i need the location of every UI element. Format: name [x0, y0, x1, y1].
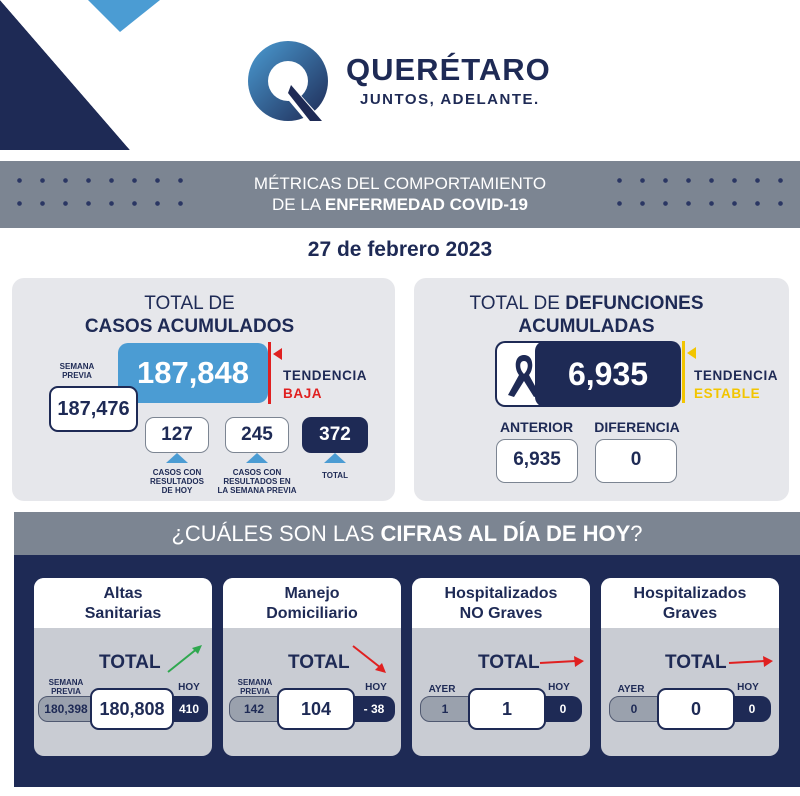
metric-right-label: HOY [548, 682, 570, 693]
dot-pattern-right [608, 169, 798, 221]
week-caption-3: LA SEMANA PREVIA [217, 486, 297, 495]
metric-card-hosp-graves [601, 578, 779, 756]
prev-week-label-2: PREVIA [62, 371, 92, 380]
metric-left-label [237, 678, 273, 696]
header-decorative-shape [0, 0, 170, 150]
metric-card-manejo [223, 578, 401, 756]
metric-card-altas [34, 578, 212, 756]
metric-left-value: 1 [420, 696, 470, 722]
banner-line-2 [200, 194, 600, 215]
week-results-caption [207, 468, 307, 495]
deaths-trend-value: ESTABLE [694, 386, 761, 401]
cases-trend-value: BAJA [283, 386, 323, 401]
cases-trend-flag [273, 348, 282, 360]
deaths-trend-bar [682, 341, 685, 403]
deaths-title-prefix: TOTAL DE [469, 293, 566, 314]
metric-center-value: 104 [277, 688, 355, 730]
question-bold: CIFRAS AL DÍA DE HOY [380, 521, 631, 546]
metric-title-line-1: Altas [103, 585, 143, 602]
metric-total-label: TOTAL [288, 652, 350, 673]
metric-center-value: 1 [468, 688, 546, 730]
sum-total-pointer [324, 453, 346, 463]
prev-week-label [52, 362, 102, 380]
deaths-diff-label: DIFERENCIA [594, 419, 680, 435]
question-prefix: ¿CUÁLES SON LAS [171, 521, 381, 546]
cases-title-line-1: TOTAL DE [144, 293, 235, 314]
metric-title-line-2: Domiciliario [266, 605, 358, 622]
today-results-count: 127 [145, 417, 209, 453]
today-caption-3: DE HOY [161, 486, 193, 495]
metric-title-line-1: Hospitalizados [633, 585, 747, 602]
deaths-prev-value: 6,935 [496, 439, 578, 483]
metric-total-label: TOTAL [665, 652, 727, 673]
metric-left-label: AYER [428, 684, 456, 695]
deaths-diff-value: 0 [595, 439, 677, 483]
metric-title-line-1: Manejo [284, 585, 340, 602]
metric-title-line-2: Graves [662, 605, 718, 622]
metric-right-label: HOY [178, 682, 200, 693]
metric-right-value: 0 [544, 696, 582, 722]
metric-title-line-2: Sanitarias [84, 605, 162, 622]
deaths-trend-flag [687, 347, 696, 359]
metric-title-line-2: NO Graves [459, 605, 543, 622]
deaths-card [414, 278, 789, 501]
metric-title [412, 584, 590, 624]
today-caption-2: RESULTADOS [150, 477, 204, 486]
question-suffix: ? [630, 521, 643, 546]
left-label-2: PREVIA [51, 687, 81, 696]
metric-left-label [48, 678, 84, 696]
metric-center-value: 0 [657, 688, 735, 730]
metric-left-label: AYER [617, 684, 645, 695]
week-results-count: 245 [225, 417, 289, 453]
metric-right-label: HOY [737, 682, 759, 693]
prev-week-label-1: SEMANA [59, 362, 95, 371]
metric-right-value: - 38 [353, 696, 395, 722]
today-results-pointer [166, 453, 188, 463]
trend-up-arrow-icon [164, 642, 206, 676]
banner-line-1: MÉTRICAS DEL COMPORTAMIENTO [253, 174, 547, 193]
today-caption-1: CASOS CON [152, 468, 202, 477]
cases-card [12, 278, 395, 501]
cases-trend-bar [268, 342, 271, 404]
deaths-total: 6,935 [535, 341, 681, 407]
metric-title [601, 584, 779, 624]
brand-name: QUERÉTARO [346, 52, 551, 87]
cases-prev-week-total: 187,476 [49, 386, 138, 432]
week-caption-1: CASOS CON [232, 468, 282, 477]
metric-total-label: TOTAL [99, 652, 161, 673]
today-question-banner [14, 512, 800, 555]
metric-right-value: 410 [170, 696, 208, 722]
sum-total-caption: TOTAL [322, 471, 348, 480]
trend-down-arrow-icon [349, 642, 391, 676]
metric-title [34, 584, 212, 624]
brand-tagline: JUNTOS, ADELANTE. [360, 91, 540, 108]
cases-trend-label: TENDENCIA [283, 368, 368, 383]
report-date: 27 de febrero 2023 [307, 238, 493, 261]
metric-title [223, 584, 401, 624]
week-caption-2: RESULTADOS EN [223, 477, 291, 486]
metric-total-label: TOTAL [478, 652, 540, 673]
cases-title [12, 292, 367, 338]
metric-center-value: 180,808 [90, 688, 174, 730]
cases-total: 187,848 [118, 343, 268, 403]
left-label-1: SEMANA [237, 678, 273, 687]
metric-left-value: 142 [229, 696, 279, 722]
today-section [14, 512, 800, 787]
deaths-title [414, 292, 759, 338]
metric-card-hosp-no-graves [412, 578, 590, 756]
metrics-banner [0, 161, 800, 228]
metric-title-line-1: Hospitalizados [444, 585, 558, 602]
trend-flat-arrow-icon [538, 654, 586, 670]
week-results-pointer [246, 453, 268, 463]
deaths-title-line-2: ACUMULADAS [518, 316, 655, 337]
left-label-1: SEMANA [48, 678, 84, 687]
banner-line-2-bold: ENFERMEDAD COVID-19 [324, 195, 528, 214]
deaths-prev-label: ANTERIOR [499, 419, 574, 435]
metric-right-value: 0 [733, 696, 771, 722]
metric-right-label: HOY [365, 682, 387, 693]
cases-title-line-2: CASOS ACUMULADOS [84, 316, 295, 337]
trend-flat-arrow-icon [727, 654, 775, 670]
dot-pattern-left [8, 169, 198, 221]
today-question [14, 521, 800, 547]
deaths-trend-label: TENDENCIA [694, 368, 779, 383]
logo-q-icon [244, 37, 334, 127]
sum-total-count: 372 [302, 417, 368, 453]
left-label-2: PREVIA [240, 687, 270, 696]
deaths-title-bold: DEFUNCIONES [565, 293, 704, 314]
banner-title [200, 173, 600, 215]
metric-left-value: 0 [609, 696, 659, 722]
banner-line-2-prefix: DE LA [271, 195, 325, 214]
metric-left-value: 180,398 [38, 696, 94, 722]
